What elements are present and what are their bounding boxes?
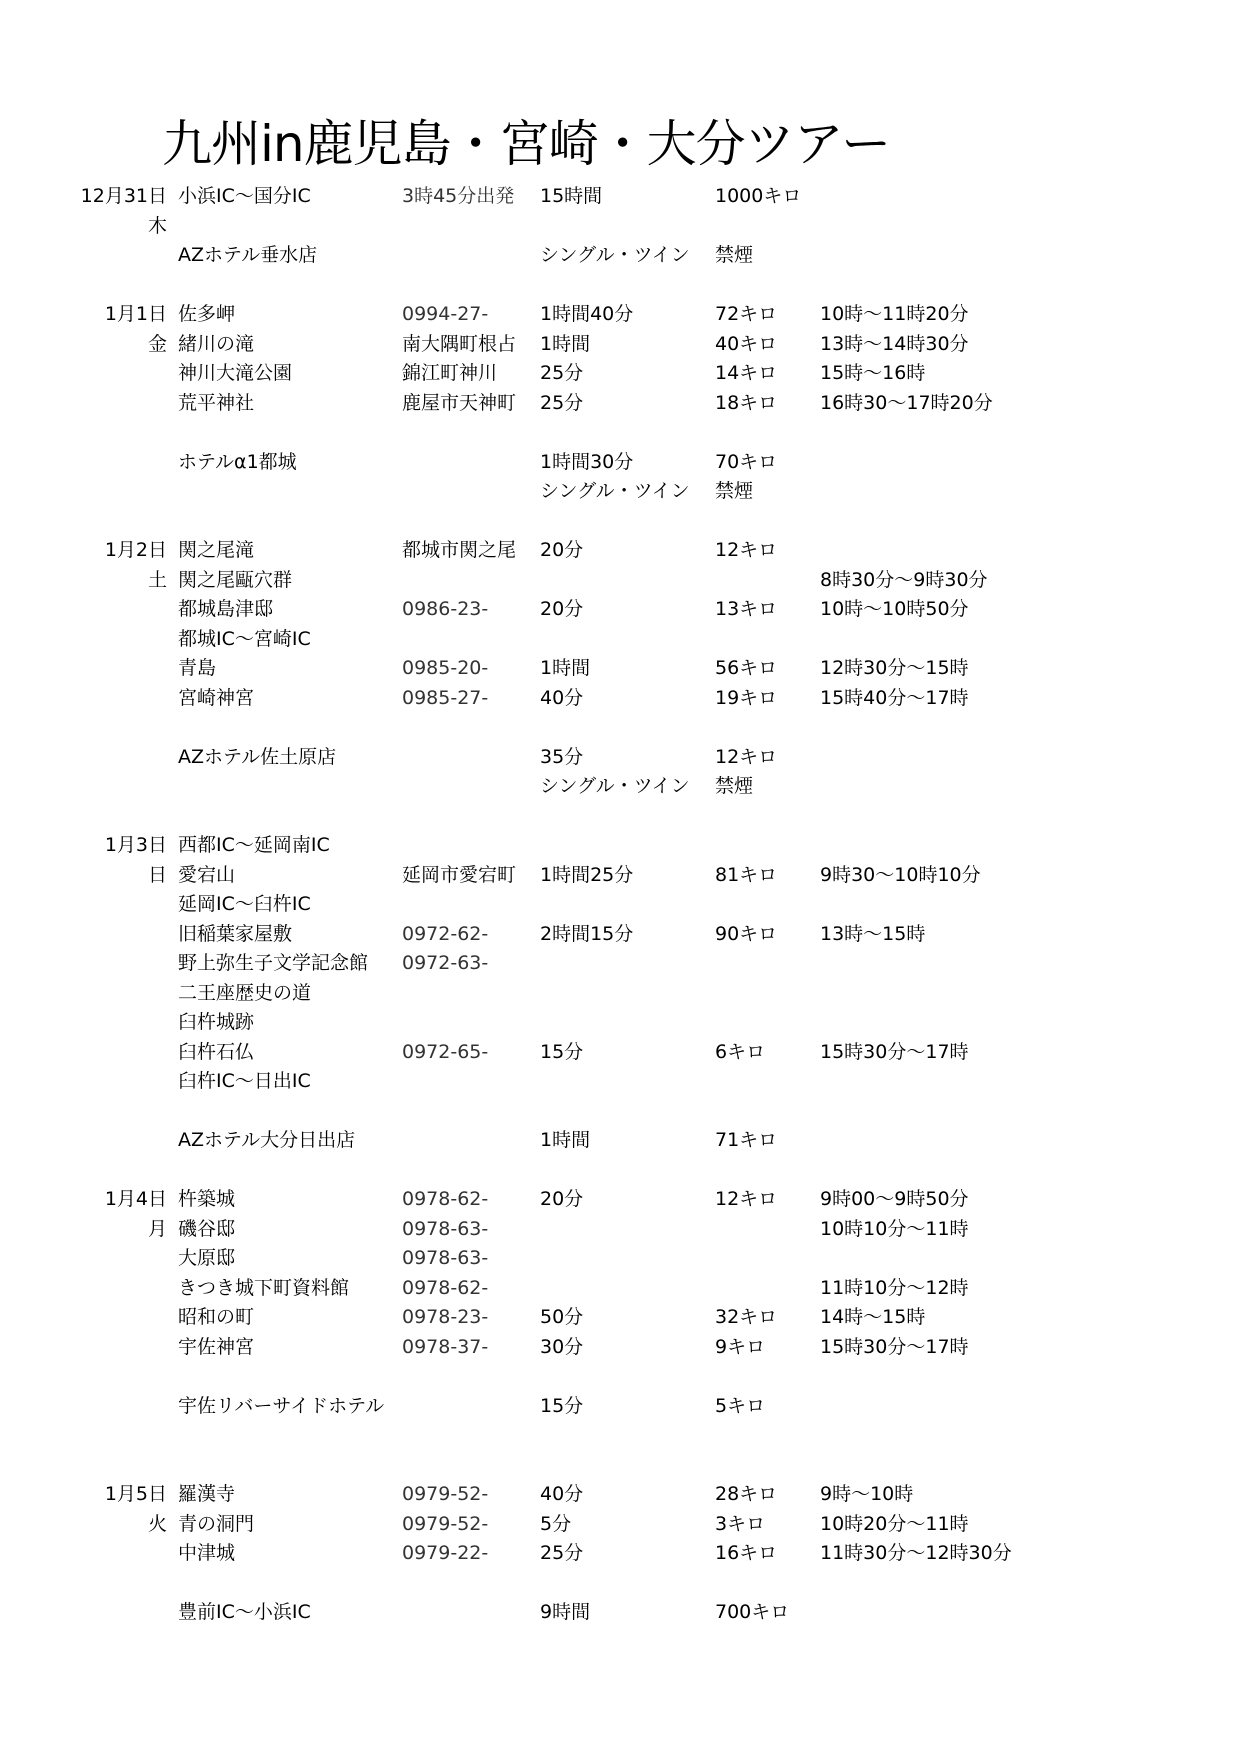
visit-hours-cell: 10時～11時20分 (820, 303, 969, 325)
distance-cell: 禁煙 (715, 480, 754, 502)
table-row (0, 566, 1240, 596)
place-cell: 関之尾滝 (178, 539, 255, 561)
distance-cell: 1000キロ (715, 185, 802, 207)
distance-cell: 禁煙 (715, 775, 754, 797)
table-row (0, 743, 1240, 773)
place-cell: 宇佐リバーサイドホテル (178, 1394, 385, 1417)
place-cell: AZホテル垂水店 (178, 244, 318, 266)
distance-cell: 13キロ (715, 598, 778, 620)
table-row (0, 536, 1240, 566)
info-cell: 0972-65- (402, 1040, 489, 1063)
distance-cell: 71キロ (715, 1129, 778, 1151)
table-row (0, 1539, 1240, 1569)
info-cell: 0985-20- (402, 657, 489, 679)
table-row (0, 772, 1240, 802)
table-row (0, 507, 1240, 537)
info-cell: 0994-27- (402, 303, 489, 325)
place-cell: 延岡IC～臼杵IC (178, 893, 311, 915)
place-cell: 荒平神社 (178, 391, 255, 414)
info-cell: 0979-22- (402, 1542, 489, 1564)
travel-time-cell: 20分 (540, 1188, 584, 1210)
table-row (0, 713, 1240, 743)
visit-hours-cell: 10時～10時50分 (820, 598, 969, 620)
travel-time-cell: 50分 (540, 1306, 584, 1328)
place-cell: ホテルα1都城 (178, 450, 297, 473)
date-cell: 木 (147, 214, 167, 237)
distance-cell: 28キロ (715, 1483, 778, 1505)
itinerary-table (0, 182, 1240, 1628)
info-cell: 0978-63- (402, 1247, 489, 1269)
place-cell: 豊前IC～小浜IC (178, 1601, 311, 1623)
travel-time-cell: 1時間 (540, 332, 591, 355)
table-row (0, 1451, 1240, 1481)
visit-hours-cell: 9時00～9時50分 (820, 1188, 969, 1210)
travel-time-cell: 1時間25分 (540, 863, 634, 886)
table-row (0, 182, 1240, 212)
table-row (0, 1185, 1240, 1215)
table-row (0, 1362, 1240, 1392)
distance-cell: 14キロ (715, 362, 778, 384)
travel-time-cell: シングル・ツイン (540, 244, 690, 266)
distance-cell: 18キロ (715, 391, 778, 414)
date-cell: 1月2日 (104, 539, 167, 561)
table-row (0, 1097, 1240, 1127)
travel-time-cell: 15分 (540, 1394, 584, 1417)
distance-cell: 81キロ (715, 863, 778, 886)
table-row (0, 1392, 1240, 1422)
travel-time-cell: 40分 (540, 686, 584, 709)
page-title: 九州in鹿児島・宮崎・大分ツアー (162, 115, 891, 173)
travel-time-cell: 9時間 (540, 1601, 591, 1623)
place-cell: 臼杵石仏 (178, 1040, 255, 1063)
info-cell: 0979-52- (402, 1483, 489, 1505)
table-row (0, 1421, 1240, 1451)
travel-time-cell: 20分 (540, 539, 584, 561)
table-row (0, 1274, 1240, 1304)
date-cell: 1月4日 (104, 1188, 167, 1210)
table-row (0, 595, 1240, 625)
table-row (0, 1038, 1240, 1068)
place-cell: 昭和の町 (178, 1306, 255, 1328)
info-cell: 0978-62- (402, 1188, 489, 1210)
travel-time-cell: 25分 (540, 391, 584, 414)
info-cell: 都城市関之尾 (402, 539, 517, 561)
place-cell: 緒川の滝 (178, 332, 255, 355)
table-row (0, 890, 1240, 920)
visit-hours-cell: 9時30～10時10分 (820, 863, 981, 886)
date-cell: 1月3日 (104, 834, 167, 856)
info-cell: 南大隅町根占 (402, 332, 517, 355)
table-row (0, 625, 1240, 655)
visit-hours-cell: 8時30分～9時30分 (820, 568, 988, 591)
table-row (0, 359, 1240, 389)
table-row (0, 477, 1240, 507)
distance-cell: 3キロ (715, 1512, 766, 1535)
info-cell: 鹿屋市天神町 (402, 391, 517, 414)
table-row (0, 1126, 1240, 1156)
place-cell: 羅漢寺 (178, 1483, 236, 1505)
place-cell: 都城島津邸 (178, 598, 274, 620)
visit-hours-cell: 11時30分～12時30分 (820, 1542, 1012, 1564)
info-cell: 0972-62- (402, 922, 489, 945)
table-row (0, 1008, 1240, 1038)
place-cell: 宇佐神宮 (178, 1335, 255, 1358)
info-cell: 0986-23- (402, 598, 489, 620)
table-row (0, 861, 1240, 891)
visit-hours-cell: 15時30分～17時 (820, 1335, 969, 1358)
visit-hours-cell: 10時20分～11時 (820, 1512, 969, 1535)
visit-hours-cell: 13時～15時 (820, 922, 926, 945)
distance-cell: 5キロ (715, 1394, 766, 1417)
distance-cell: 32キロ (715, 1306, 778, 1328)
table-row (0, 330, 1240, 360)
table-row (0, 949, 1240, 979)
distance-cell: 700キロ (715, 1601, 790, 1623)
place-cell: 二王座歴史の道 (178, 981, 312, 1004)
distance-cell: 9キロ (715, 1335, 766, 1358)
table-row (0, 389, 1240, 419)
place-cell: AZホテル大分日出店 (178, 1129, 356, 1151)
place-cell: 中津城 (178, 1542, 236, 1564)
distance-cell: 90キロ (715, 922, 778, 945)
distance-cell: 19キロ (715, 686, 778, 709)
travel-time-cell: シングル・ツイン (540, 480, 690, 502)
place-cell: 磯谷邸 (178, 1217, 236, 1240)
info-cell: 0985-27- (402, 686, 489, 709)
travel-time-cell: 15時間 (540, 185, 603, 207)
table-row (0, 1244, 1240, 1274)
place-cell: 小浜IC～国分IC (178, 185, 311, 207)
distance-cell: 12キロ (715, 745, 778, 768)
date-cell: 土 (147, 568, 167, 591)
info-cell: 0978-37- (402, 1335, 489, 1358)
travel-time-cell: 25分 (540, 362, 584, 384)
place-cell: 宮崎神宮 (178, 686, 255, 709)
table-row (0, 1215, 1240, 1245)
distance-cell: 40キロ (715, 332, 778, 355)
distance-cell: 6キロ (715, 1040, 766, 1063)
table-row (0, 802, 1240, 832)
table-row (0, 1510, 1240, 1540)
date-cell: 火 (147, 1512, 167, 1535)
table-row (0, 1067, 1240, 1097)
place-cell: 神川大滝公園 (178, 362, 293, 384)
table-row (0, 1333, 1240, 1363)
travel-time-cell: 1時間 (540, 657, 591, 679)
travel-time-cell: 25分 (540, 1542, 584, 1564)
visit-hours-cell: 12時30分～15時 (820, 657, 969, 679)
travel-time-cell: 15分 (540, 1040, 584, 1063)
travel-time-cell: 35分 (540, 745, 584, 768)
distance-cell: 56キロ (715, 657, 778, 679)
visit-hours-cell: 15時40分～17時 (820, 686, 969, 709)
info-cell: 錦江町神川 (402, 362, 498, 384)
place-cell: 愛宕山 (178, 863, 236, 886)
distance-cell: 12キロ (715, 1188, 778, 1210)
travel-time-cell: 1時間40分 (540, 303, 634, 325)
date-cell: 月 (147, 1217, 167, 1240)
info-cell: 0979-52- (402, 1512, 489, 1535)
info-cell: 0972-63- (402, 952, 489, 974)
place-cell: 青の洞門 (178, 1512, 255, 1535)
visit-hours-cell: 16時30～17時20分 (820, 391, 993, 414)
place-cell: 青島 (178, 657, 217, 679)
distance-cell: 72キロ (715, 303, 778, 325)
table-row (0, 418, 1240, 448)
date-cell: 1月5日 (104, 1483, 167, 1505)
date-cell: 12月31日 (80, 185, 167, 207)
table-row (0, 212, 1240, 242)
place-cell: 杵築城 (178, 1188, 236, 1210)
place-cell: 野上弥生子文学記念館 (178, 952, 369, 974)
visit-hours-cell: 9時～10時 (820, 1483, 914, 1505)
travel-time-cell: 2時間15分 (540, 922, 634, 945)
date-cell: 日 (147, 863, 167, 886)
date-cell: 金 (147, 332, 167, 355)
travel-time-cell: シングル・ツイン (540, 775, 690, 797)
travel-time-cell: 1時間 (540, 1129, 591, 1151)
place-cell: 臼杵IC～日出IC (178, 1070, 311, 1092)
visit-hours-cell: 14時～15時 (820, 1306, 926, 1328)
travel-time-cell: 1時間30分 (540, 450, 634, 473)
table-row (0, 1303, 1240, 1333)
visit-hours-cell: 10時10分～11時 (820, 1217, 969, 1240)
distance-cell: 禁煙 (715, 244, 754, 266)
place-cell: 大原邸 (178, 1247, 236, 1269)
table-row (0, 1569, 1240, 1599)
place-cell: きつき城下町資料館 (178, 1276, 350, 1299)
info-cell: 延岡市愛宕町 (402, 863, 517, 886)
travel-time-cell: 40分 (540, 1483, 584, 1505)
visit-hours-cell: 15時30分～17時 (820, 1040, 969, 1063)
visit-hours-cell: 15時～16時 (820, 362, 926, 384)
table-row (0, 831, 1240, 861)
table-row (0, 241, 1240, 271)
table-row (0, 920, 1240, 950)
place-cell: 関之尾甌穴群 (178, 568, 293, 591)
table-row (0, 1156, 1240, 1186)
distance-cell: 12キロ (715, 539, 778, 561)
table-row (0, 271, 1240, 301)
table-row (0, 684, 1240, 714)
table-row (0, 300, 1240, 330)
visit-hours-cell: 11時10分～12時 (820, 1276, 969, 1299)
table-row (0, 1480, 1240, 1510)
info-cell: 0978-63- (402, 1217, 489, 1240)
place-cell: 都城IC～宮崎IC (178, 627, 311, 650)
travel-time-cell: 30分 (540, 1335, 584, 1358)
table-row (0, 1598, 1240, 1628)
info-cell: 0978-62- (402, 1276, 489, 1299)
info-cell: 3時45分出発 (402, 185, 515, 207)
travel-time-cell: 5分 (540, 1512, 572, 1535)
place-cell: 旧稲葉家屋敷 (178, 922, 293, 945)
date-cell: 1月1日 (104, 303, 167, 325)
distance-cell: 16キロ (715, 1542, 778, 1564)
table-row (0, 979, 1240, 1009)
place-cell: 西都IC～延岡南IC (178, 834, 330, 856)
place-cell: AZホテル佐土原店 (178, 745, 337, 768)
place-cell: 佐多岬 (178, 303, 236, 325)
table-row (0, 448, 1240, 478)
travel-time-cell: 20分 (540, 598, 584, 620)
info-cell: 0978-23- (402, 1306, 489, 1328)
distance-cell: 70キロ (715, 450, 778, 473)
place-cell: 臼杵城跡 (178, 1011, 255, 1033)
visit-hours-cell: 13時～14時30分 (820, 332, 969, 355)
table-row (0, 654, 1240, 684)
